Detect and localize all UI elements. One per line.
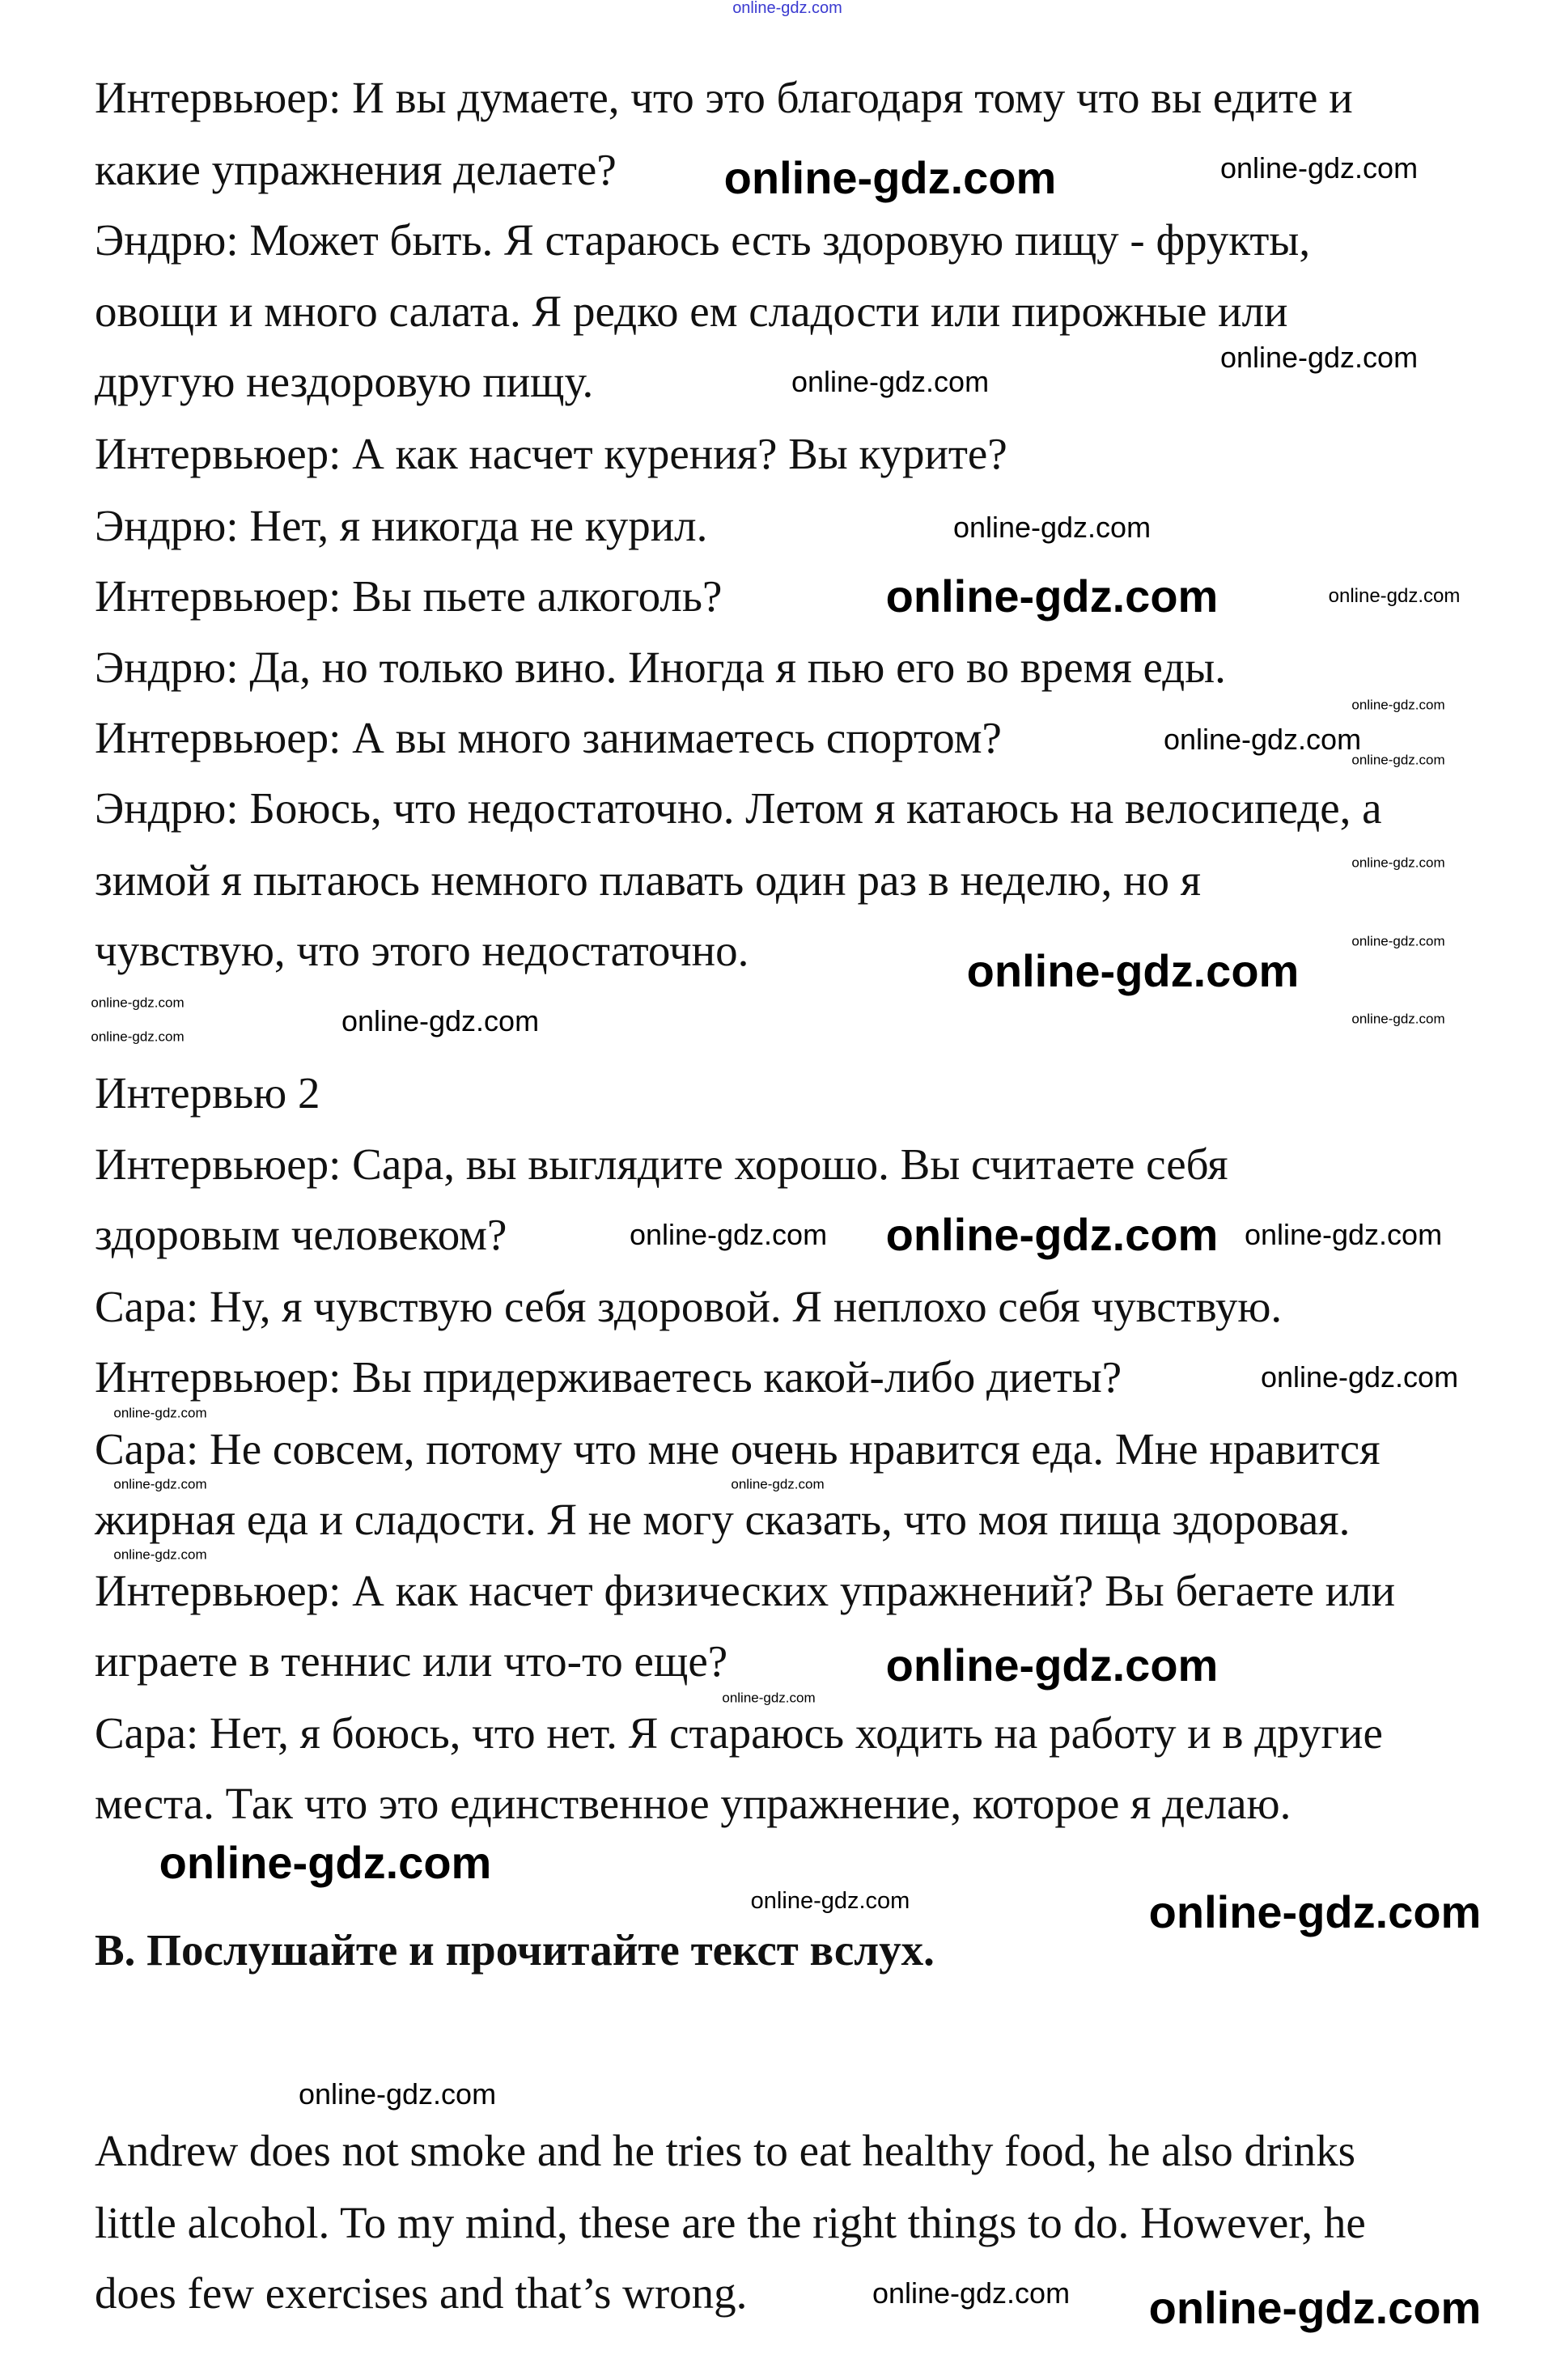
english-text-line: does few exercises and that’s wrong. bbox=[95, 2268, 748, 2318]
english-text-line: Andrew does not smoke and he tries to eat healthy food, he also drinks bbox=[95, 2126, 1355, 2175]
watermark: online-gdz.com bbox=[1351, 697, 1445, 713]
watermark: online-gdz.com bbox=[732, 0, 842, 17]
dialogue-line: Интервьюер: А вы много занимаетесь спортом? bbox=[95, 713, 1002, 762]
watermark: online-gdz.com bbox=[159, 1837, 492, 1889]
dialogue-line: Интервьюер: Вы пьете алкоголь? bbox=[95, 571, 723, 621]
dialogue-line: Эндрю: Да, но только вино. Иногда я пью его во время еды. bbox=[95, 643, 1226, 692]
watermark: online-gdz.com bbox=[113, 1546, 207, 1563]
watermark: online-gdz.com bbox=[341, 1004, 540, 1038]
watermark: online-gdz.com bbox=[885, 1640, 1219, 1691]
watermark: online-gdz.com bbox=[1163, 723, 1362, 757]
dialogue-line: Интервьюер: Сара, вы выглядите хорошо. Вы считаете себя bbox=[95, 1139, 1228, 1189]
watermark: online-gdz.com bbox=[629, 1218, 828, 1252]
watermark: online-gdz.com bbox=[1351, 933, 1445, 949]
dialogue-line: Сара: Ну, я чувствую себя здоровой. Я неплохо себя чувствую. bbox=[95, 1282, 1283, 1331]
dialogue-line: другую нездоровую пищу. bbox=[95, 357, 594, 406]
watermark: online-gdz.com bbox=[966, 945, 1300, 997]
dialogue-line: Интервьюер: Вы придерживаетесь какой-либо диеты? bbox=[95, 1352, 1122, 1402]
watermark: online-gdz.com bbox=[91, 1029, 184, 1045]
watermark: online-gdz.com bbox=[722, 1690, 816, 1706]
dialogue-line: Эндрю: Боюсь, что недостаточно. Летом я катаюсь на велосипеде, а bbox=[95, 783, 1382, 833]
watermark: online-gdz.com bbox=[1148, 1886, 1482, 1938]
watermark: online-gdz.com bbox=[298, 2077, 497, 2111]
watermark: online-gdz.com bbox=[885, 1209, 1219, 1261]
dialogue-line: Эндрю: Может быть. Я стараюсь есть здоровую пищу - фрукты, bbox=[95, 215, 1311, 265]
watermark: online-gdz.com bbox=[750, 1888, 910, 1915]
watermark: online-gdz.com bbox=[885, 571, 1219, 622]
dialogue-line: какие упражнения делаете? bbox=[95, 145, 617, 194]
watermark: online-gdz.com bbox=[731, 1476, 825, 1492]
watermark: online-gdz.com bbox=[1219, 341, 1419, 375]
watermark: online-gdz.com bbox=[791, 365, 990, 399]
watermark: online-gdz.com bbox=[952, 511, 1151, 545]
watermark: online-gdz.com bbox=[1351, 855, 1445, 871]
dialogue-line: зимой я пытаюсь немного плавать один раз в неделю, но я bbox=[95, 855, 1202, 905]
watermark: online-gdz.com bbox=[1351, 1011, 1445, 1027]
watermark: online-gdz.com bbox=[1328, 584, 1461, 607]
dialogue-line: Сара: Не совсем, потому что мне очень нравится еда. Мне нравится bbox=[95, 1424, 1381, 1474]
dialogue-line: Интервьюер: А как насчет курения? Вы курите? bbox=[95, 429, 1007, 478]
dialogue-line: здоровым человеком? bbox=[95, 1210, 507, 1259]
dialogue-line: жирная еда и сладости. Я не могу сказать, что моя пища здоровая. bbox=[95, 1495, 1351, 1544]
dialogue-line: играете в теннис или что-то еще? bbox=[95, 1636, 728, 1686]
dialogue-line: Сара: Нет, я боюсь, что нет. Я стараюсь ходить на работу и в другие bbox=[95, 1708, 1383, 1758]
dialogue-line: Интервьюер: А как насчет физических упражнений? Вы бегаете или bbox=[95, 1566, 1396, 1615]
watermark: online-gdz.com bbox=[113, 1405, 207, 1421]
watermark: online-gdz.com bbox=[91, 995, 184, 1011]
english-text-line: little alcohol. To my mind, these are the right things to do. However, he bbox=[95, 2198, 1366, 2247]
watermark: online-gdz.com bbox=[1219, 151, 1419, 185]
section-b-heading: B. Послушайте и прочитайте текст вслух. bbox=[95, 1925, 935, 1975]
dialogue-line: овощи и много салата. Я редко ем сладости или пирожные или bbox=[95, 286, 1288, 336]
dialogue-line: Эндрю: Нет, я никогда не курил. bbox=[95, 501, 708, 550]
dialogue-line: места. Так что это единственное упражнение, которое я делаю. bbox=[95, 1779, 1291, 1828]
watermark: online-gdz.com bbox=[1244, 1218, 1443, 1252]
dialogue-line: чувствую, что этого недостаточно. bbox=[95, 926, 749, 975]
watermark: online-gdz.com bbox=[872, 2276, 1071, 2310]
watermark: online-gdz.com bbox=[1148, 2282, 1482, 2334]
watermark: online-gdz.com bbox=[113, 1476, 207, 1492]
dialogue-line: Интервьюер: И вы думаете, что это благодаря тому что вы едите и bbox=[95, 73, 1353, 122]
watermark: online-gdz.com bbox=[723, 152, 1057, 204]
interview-2-heading: Интервью 2 bbox=[95, 1068, 320, 1118]
watermark: online-gdz.com bbox=[1351, 752, 1445, 768]
watermark: online-gdz.com bbox=[1260, 1360, 1459, 1394]
